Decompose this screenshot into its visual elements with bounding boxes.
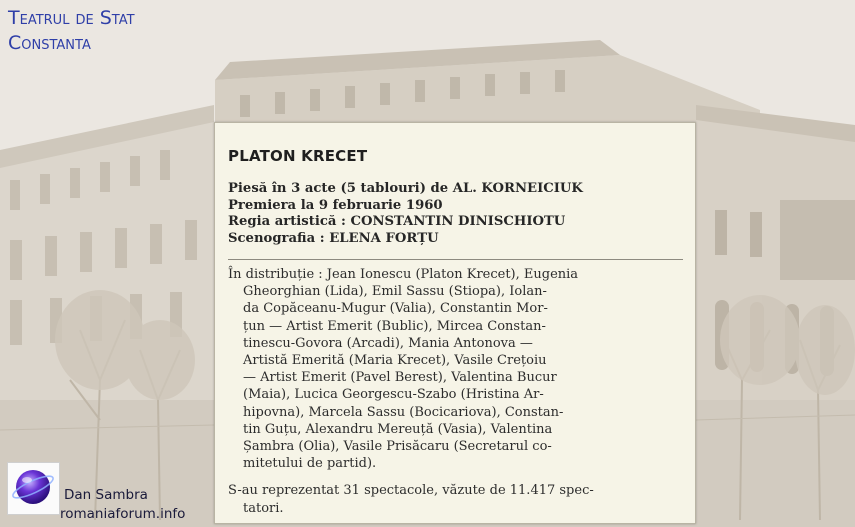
cast-line: (Maia), Lucica Georgescu-Szabo (Hristina Ar- [243,387,544,403]
cast-line: În distribuție : Jean Ionescu (Platon Krecet), Eugenia [228,267,579,282]
meta-scenography: Scenografia : ELENA FORȚU [228,230,439,246]
credit [60,486,185,524]
cast-line: hipovna), Marcela Sassu (Bocicariova), Constan- [243,404,564,420]
site-title-line1: Teatrul de Stat [8,7,135,29]
play-meta [228,181,683,247]
credit-name: Dan Sambra [64,487,148,503]
divider [228,259,683,260]
cast-line: tin Guțu, Alexandru Mereuță (Vasia), Valentina [243,421,553,437]
meta-premiere: Premiera la 9 februarie 1960 [228,197,443,213]
meta-author: Piesă în 3 acte (5 tablouri) de AL. KORNEICIUK [228,181,583,196]
play-info-card [214,122,696,524]
cast-line: Șambra (Olia), Vasile Prisăcaru (Secretarul co- [243,439,552,455]
cast-line: Gheorghian (Lida), Emil Sassu (Stiopa), Iolan- [243,284,547,300]
romaniaforum-globe-icon[interactable] [7,462,60,515]
play-title: PLATON KRECET [228,147,368,165]
credit-site-link[interactable]: romaniaforum.info [60,506,186,522]
meta-director: Regia artistică : CONSTANTIN DINISCHIOTU [228,214,566,229]
stats-line: tatori. [243,500,284,516]
cast-line: — Artist Emerit (Pavel Berest), Valentina Bucur [243,370,557,386]
cast-line: mitetului de partid). [243,456,377,472]
stats-line: S-au reprezentat 31 spectacole, văzute de 11.417 spec- [228,483,594,499]
cast-line: da Copăceanu-Mugur (Valia), Constantin Mor- [243,301,548,317]
cast-line: țun — Artist Emerit (Bublic), Mircea Constan- [243,318,546,334]
cast-list [228,266,683,472]
cast-line: Artistă Emerită (Maria Krecet), Vasile Crețoiu [243,353,547,369]
cast-line: tinescu-Govora (Arcadi), Mania Antonova — [243,335,533,351]
site-title [8,6,135,56]
site-title-line2: Constanta [8,32,91,54]
performance-stats [228,482,683,516]
